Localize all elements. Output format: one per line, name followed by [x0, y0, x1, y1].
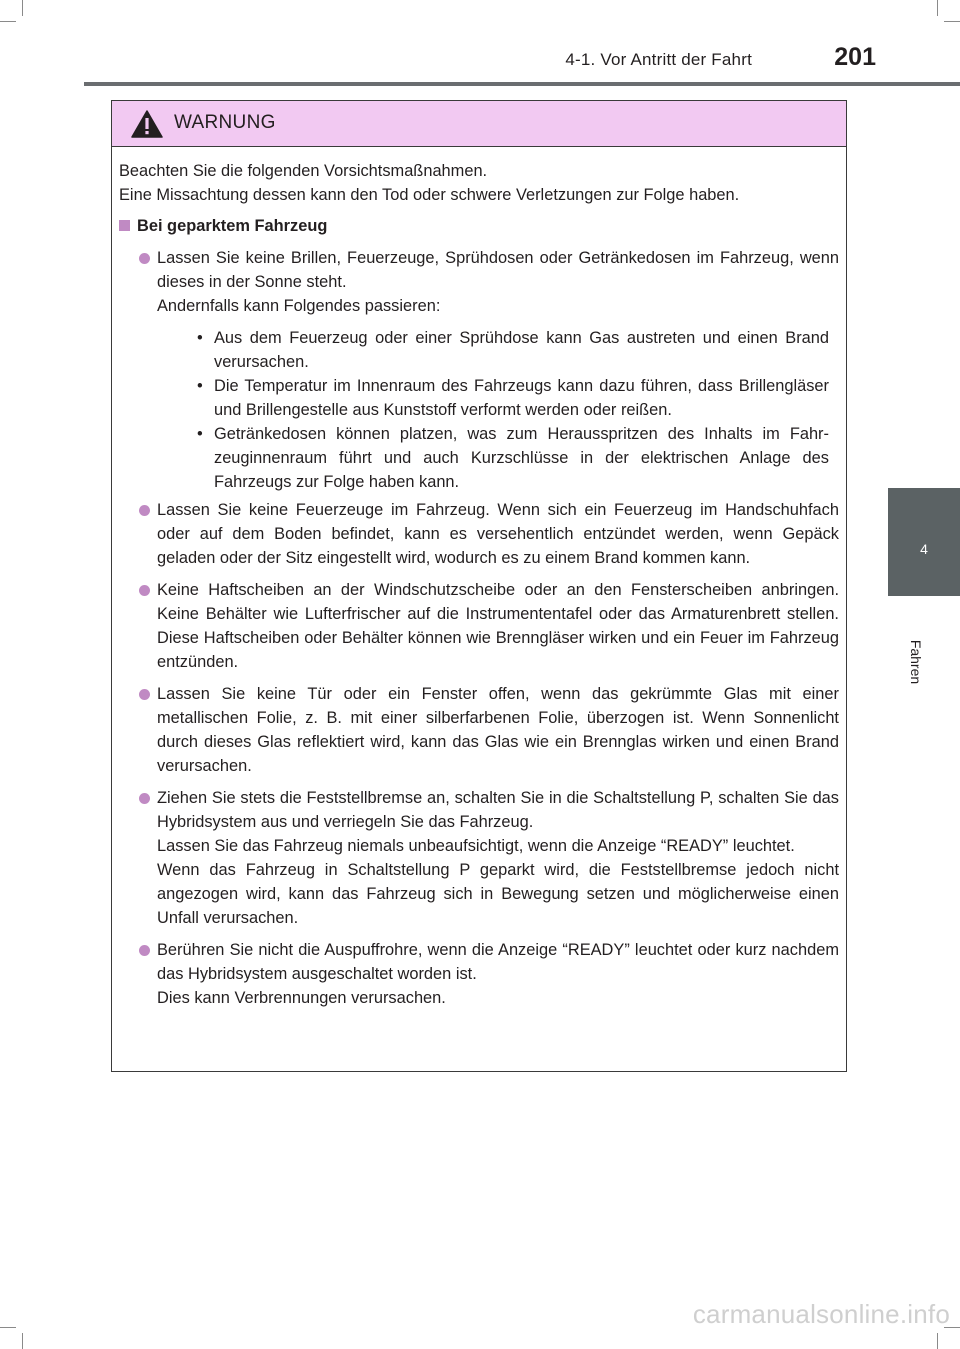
sub-item	[157, 326, 839, 374]
chapter-number: 4	[920, 541, 928, 557]
circle-bullet-icon	[139, 689, 150, 700]
sub-item-text: Aus dem Feuerzeug oder einer Sprühdose kann Gas austreten und einen Brand verursachen.	[214, 329, 829, 371]
sub-item-text: Die Temperatur im Innenraum des Fahrzeugs kann dazu führen, dass Brillengläser und Brillengestelle aus Kunststoff verformt werden oder reißen.	[214, 377, 829, 419]
item-paragraph: Dies kann Verbrennungen verursachen.	[157, 989, 446, 1007]
warning-item	[119, 578, 839, 674]
item-paragraph: Lassen Sie das Fahrzeug niemals unbeaufsichtigt, wenn die Anzeige “READY” leuchtet.	[157, 837, 795, 855]
circle-bullet-icon	[139, 793, 150, 804]
crop-mark	[937, 1333, 938, 1349]
section-heading	[119, 214, 839, 238]
item-paragraph: Lassen Sie keine Brillen, Feuerzeuge, Sprühdosen oder Getränkedosen im Fahrzeug, wenn dieses in der Sonne steht.	[157, 249, 839, 291]
crop-mark	[944, 21, 960, 22]
warning-item	[119, 938, 839, 1010]
item-paragraph: Andernfalls kann Folgendes passieren:	[157, 297, 441, 315]
circle-bullet-icon	[139, 585, 150, 596]
warning-triangle-icon	[131, 110, 163, 138]
dot-marker: •	[197, 425, 203, 443]
square-bullet-icon	[119, 220, 130, 231]
crop-mark	[22, 1333, 23, 1349]
section-heading-text: Bei geparktem Fahrzeug	[137, 217, 328, 235]
warning-item	[119, 682, 839, 778]
item-paragraph: Lassen Sie keine Feuerzeuge im Fahrzeug. Wenn sich ein Feuerzeug im Handschuhfach oder auf dem Boden befindet, kann es versehentlich entzündet werden, wenn Gepäck geladen oder der Sitz eingestellt wird, wodurch es zu einem Brand kommen kann.	[157, 501, 839, 567]
sub-list	[157, 326, 839, 494]
crop-mark	[0, 1327, 16, 1328]
warning-body	[112, 147, 846, 1010]
dot-marker: •	[197, 377, 203, 395]
item-paragraph: Keine Haftscheiben an der Windschutzscheibe oder an den Fensterscheiben anbringen. Keine Behälter wie Lufterfrischer auf die Instrumententafel oder das Armaturenbrett stellen. Diese Haftscheiben oder Behälter können wie Brenngläser wirken und ein Feuer im Fahrzeug entzünden.	[157, 581, 839, 671]
warning-box	[111, 100, 847, 1072]
warning-intro	[119, 159, 839, 207]
page-number: 201	[834, 43, 876, 71]
warning-header	[112, 101, 846, 147]
section-title: 4-1. Vor Antritt der Fahrt	[565, 50, 752, 69]
sub-item	[157, 374, 839, 422]
crop-mark	[0, 21, 16, 22]
crop-mark	[22, 0, 23, 16]
item-paragraph: Lassen Sie keine Tür oder ein Fenster offen, wenn das gekrümmte Glas mit einer metallischen Folie, z. B. mit einer silberfarbenen Folie, überzogen ist. Wenn Sonnenlicht durch dieses Glas reflektiert wird, kann das Glas wie ein Brennglas wirken und einen Brand verursachen.	[157, 685, 839, 775]
sub-item-text: Getränkedosen können platzen, was zum Herausspritzen des Inhalts im Fahrzeuginnenraum führt und auch Kurzschlüsse in der elektrischen Anlage des Fahrzeugs zur Folge haben kann.	[214, 425, 829, 491]
item-paragraph: Wenn das Fahrzeug in Schaltstellung P geparkt wird, die Feststellbremse jedoch nicht angezogen wird, kann das Fahrzeug sich in Bewegung setzen und möglicherweise einen Unfall verursachen.	[157, 861, 839, 927]
item-paragraph: Berühren Sie nicht die Auspuffrohre, wenn die Anzeige “READY” leuchtet oder kurz nachdem das Hybridsystem ausgeschaltet worden ist.	[157, 941, 839, 983]
warning-title: WARNUNG	[174, 112, 276, 133]
intro-line: Eine Missachtung dessen kann den Tod oder schwere Verletzungen zur Folge haben.	[119, 186, 740, 204]
chapter-label-wrap	[908, 632, 924, 692]
circle-bullet-icon	[139, 253, 150, 264]
warning-item	[119, 786, 839, 930]
circle-bullet-icon	[139, 945, 150, 956]
warning-item	[119, 246, 839, 494]
item-paragraph: Ziehen Sie stets die Feststellbremse an, schalten Sie in die Schaltstellung P, schalten Sie das Hybridsystem aus und verriegeln Sie das Fahrzeug.	[157, 789, 839, 831]
circle-bullet-icon	[139, 505, 150, 516]
crop-mark	[937, 0, 938, 16]
dot-marker: •	[197, 329, 203, 347]
watermark: carmanualsonline.info	[692, 1299, 950, 1329]
sub-item	[157, 422, 839, 494]
chapter-label: Fahren	[908, 639, 924, 685]
intro-line: Beachten Sie die folgenden Vorsichtsmaßnahmen.	[119, 162, 488, 180]
warning-item	[119, 498, 839, 570]
header-rule	[84, 82, 960, 86]
